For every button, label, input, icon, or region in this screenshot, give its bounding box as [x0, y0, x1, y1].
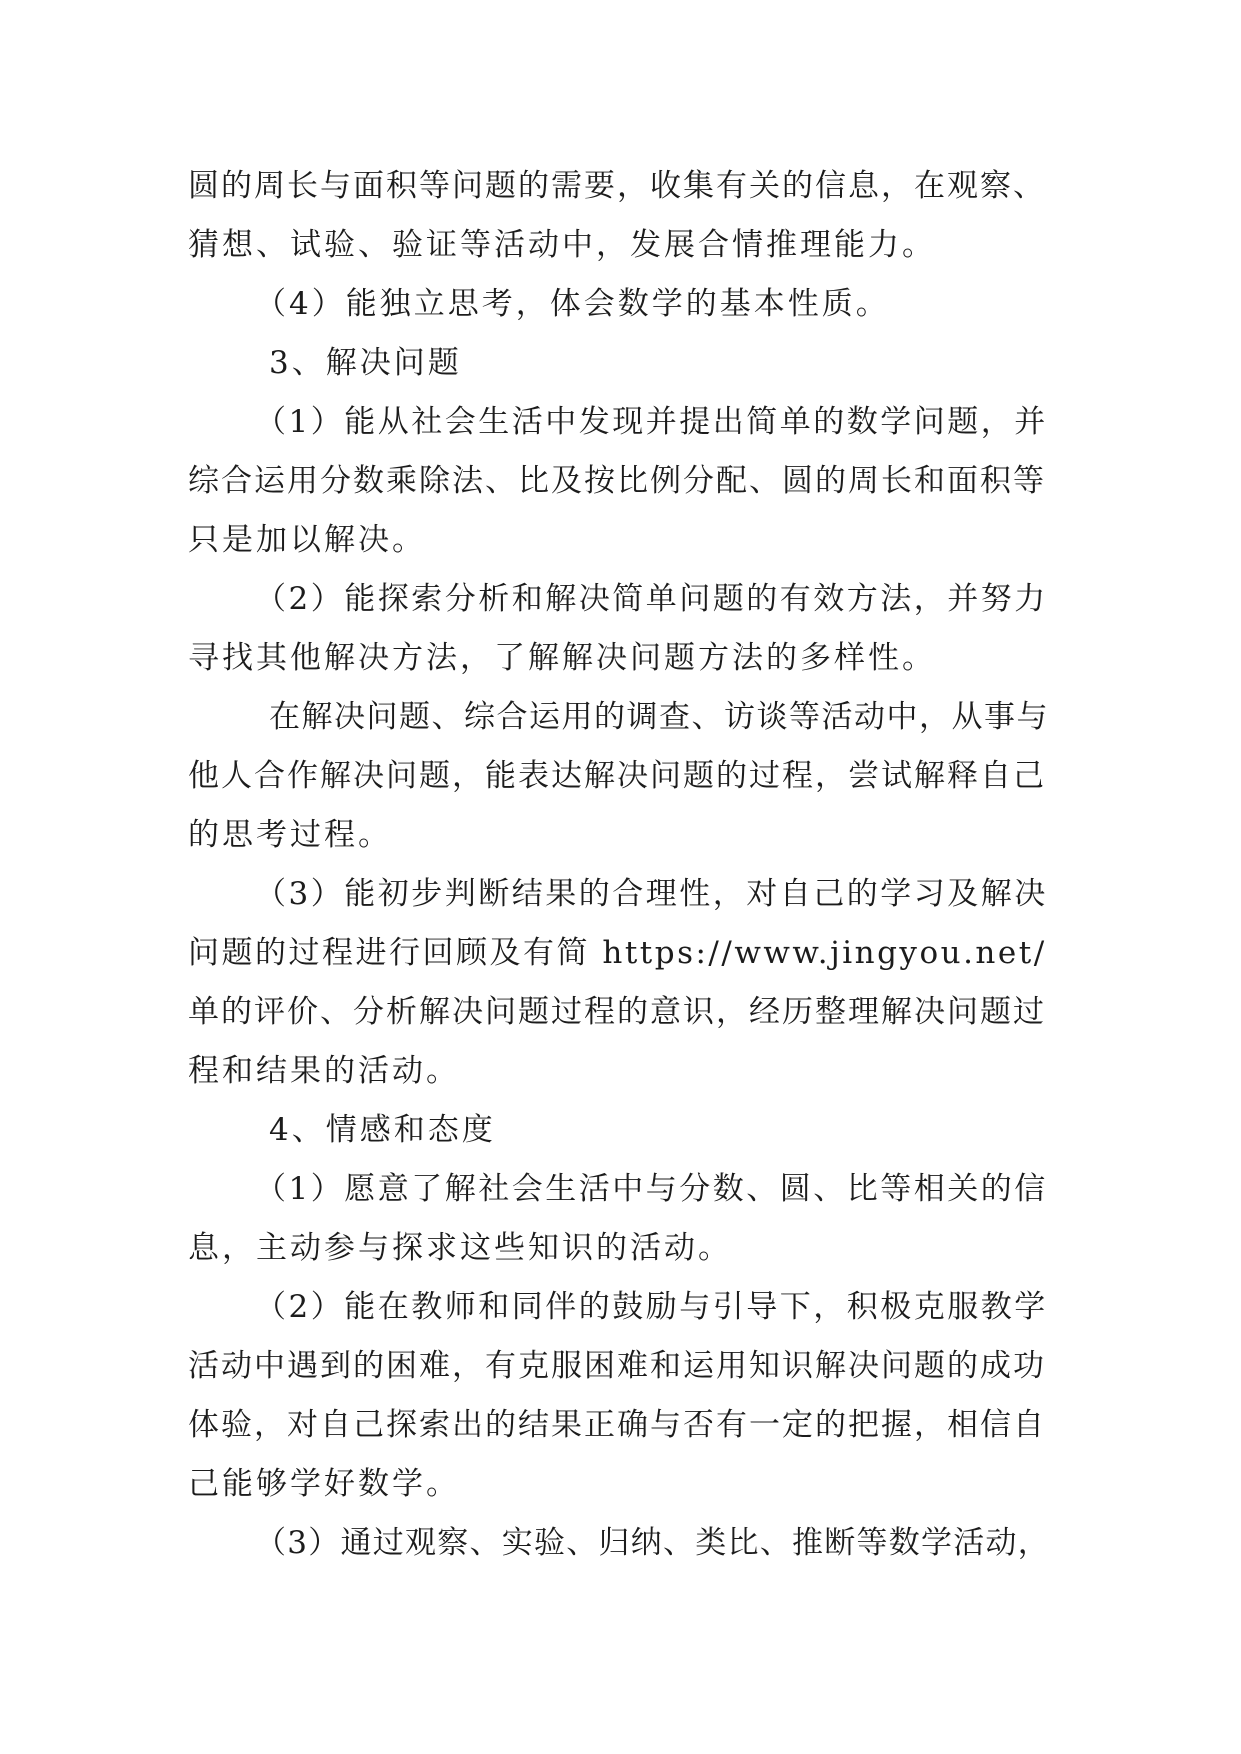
paragraph-line: 只是加以解决。 [188, 522, 426, 558]
item-line: （1）能从社会生活中发现并提出简单的数学问题，并 [255, 404, 1048, 440]
paragraph-line: 猜想、试验、验证等活动中，发展合情推理能力。 [188, 227, 936, 263]
paragraph-line: 体验，对自己探索出的结果正确与否有一定的把握，相信自 [188, 1407, 1046, 1443]
paragraph-line: 在解决问题、综合运用的调查、访谈等活动中，从事与 [269, 699, 1049, 735]
paragraph-line: 问题的过程进行回顾及有简 https://www.jingyou.net/ [188, 935, 1047, 971]
item-line: （4）能独立思考，体会数学的基本性质。 [255, 286, 890, 322]
paragraph-line: 活动中遇到的困难，有克服困难和运用知识解决问题的成功 [188, 1348, 1046, 1384]
item-line: （3）能初步判断结果的合理性，对自己的学习及解决 [255, 876, 1048, 912]
section-heading: 3、解决问题 [269, 345, 462, 381]
item-line: （3）通过观察、实验、归纳、类比、推断等数学活动， [255, 1525, 1050, 1561]
paragraph-line: 息，主动参与探求这些知识的活动。 [188, 1230, 732, 1266]
paragraph-line: 己能够学好数学。 [188, 1466, 460, 1502]
paragraph-line: 圆的周长与面积等问题的需要，收集有关的信息，在观察、 [188, 168, 1046, 204]
paragraph-line: 程和结果的活动。 [188, 1053, 460, 1089]
paragraph-line: 他人合作解决问题，能表达解决问题的过程，尝试解释自己 [188, 758, 1046, 794]
section-heading: 4、情感和态度 [269, 1112, 496, 1148]
paragraph-line: 单的评价、分析解决问题过程的意识，经历整理解决问题过 [188, 994, 1046, 1030]
paragraph-line: 的思考过程。 [188, 817, 392, 853]
item-line: （1）愿意了解社会生活中与分数、圆、比等相关的信 [255, 1171, 1048, 1207]
paragraph-line: 寻找其他解决方法，了解解决问题方法的多样性。 [188, 640, 936, 676]
item-line: （2）能在教师和同伴的鼓励与引导下，积极克服教学 [255, 1289, 1048, 1325]
item-line: （2）能探索分析和解决简单问题的有效方法，并努力 [255, 581, 1048, 617]
paragraph-line: 综合运用分数乘除法、比及按比例分配、圆的周长和面积等 [188, 463, 1046, 499]
